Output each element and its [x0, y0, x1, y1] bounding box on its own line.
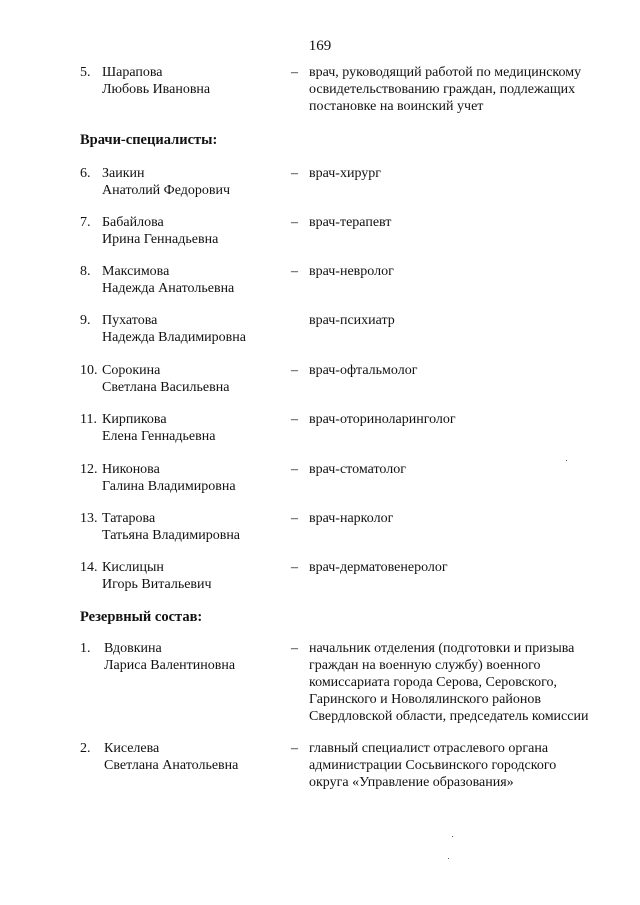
scan-speck	[566, 460, 567, 461]
member-surname: Вдовкина	[104, 641, 162, 656]
specialists-heading: Врачи-специалисты:	[80, 132, 218, 148]
member-given-names: Любовь Ивановна	[102, 82, 211, 97]
entry-number: 12.	[80, 462, 98, 477]
entry-dash: –	[291, 511, 298, 526]
role-line: врач-невролог	[309, 264, 394, 279]
entry-dash: –	[291, 215, 298, 230]
entry-number: 13.	[80, 511, 98, 526]
member-role	[309, 263, 619, 280]
role-line: врач-офтальмолог	[309, 363, 418, 378]
member-surname: Сорокина	[102, 363, 161, 378]
member-surname: Кислицын	[102, 560, 164, 575]
member-role	[309, 559, 619, 576]
member-name	[102, 461, 282, 495]
member-given-names: Светлана Васильевна	[102, 380, 230, 395]
reserve-heading: Резервный состав:	[80, 609, 203, 625]
role-line: округа «Управление образования»	[309, 775, 514, 790]
member-surname: Пухатова	[102, 313, 158, 328]
member-given-names: Игорь Витальевич	[102, 577, 212, 592]
member-surname: Заикин	[102, 166, 145, 181]
member-name	[102, 510, 282, 544]
entry-dash: –	[291, 65, 298, 80]
role-line: начальник отделения (подготовки и призыва	[309, 641, 575, 656]
entry-number: 7.	[80, 215, 91, 230]
entry-dash: –	[291, 363, 298, 378]
entry-number: 5.	[80, 65, 91, 80]
member-given-names: Надежда Владимировна	[102, 330, 246, 345]
member-surname: Бабайлова	[102, 215, 164, 230]
role-line: Гаринского и Новолялинского районов	[309, 692, 541, 707]
member-given-names: Лариса Валентиновна	[104, 658, 236, 673]
member-role	[309, 64, 619, 115]
role-line: врач-стоматолог	[309, 462, 406, 477]
role-line: администрации Сосьвинского городского	[309, 758, 557, 773]
member-surname: Киселева	[104, 741, 160, 756]
role-line: врач-психиатр	[309, 313, 395, 328]
member-name	[104, 640, 284, 674]
member-name	[104, 740, 284, 774]
member-role	[309, 510, 619, 527]
role-line: комиссариата города Серова, Серовского,	[309, 675, 557, 690]
member-surname: Максимова	[102, 264, 170, 279]
member-surname: Шарапова	[102, 65, 163, 80]
role-line: главный специалист отраслевого органа	[309, 741, 549, 756]
member-given-names: Анатолий Федорович	[102, 183, 231, 198]
member-given-names: Галина Владимировна	[102, 479, 236, 494]
member-name	[102, 165, 282, 199]
role-line: граждан на военную службу) военного	[309, 658, 541, 673]
scan-speck	[452, 836, 453, 837]
role-line: Свердловской области, председатель комиссии	[309, 709, 589, 724]
entry-dash: –	[291, 166, 298, 181]
entry-number: 2.	[80, 741, 91, 756]
entry-dash: –	[291, 412, 298, 427]
entry-number: 6.	[80, 166, 91, 181]
member-name	[102, 214, 282, 248]
role-line: постановке на воинский учет	[309, 99, 484, 114]
member-name	[102, 559, 282, 593]
entry-number: 8.	[80, 264, 91, 279]
member-name	[102, 64, 282, 98]
member-role	[309, 740, 619, 791]
entry-number: 14.	[80, 560, 98, 575]
member-surname: Татарова	[102, 511, 156, 526]
role-line: врач-терапевт	[309, 215, 392, 230]
member-role	[309, 461, 619, 478]
scan-speck	[448, 858, 449, 859]
role-line: врач-нарколог	[309, 511, 394, 526]
member-given-names: Надежда Анатольевна	[102, 281, 235, 296]
role-line: врач-хирург	[309, 166, 382, 181]
entry-dash: –	[291, 264, 298, 279]
member-name	[102, 263, 282, 297]
member-name	[102, 362, 282, 396]
entry-dash: –	[291, 641, 298, 656]
role-line: врач, руководящий работой по медицинскому	[309, 65, 582, 80]
role-line: освидетельствованию граждан, подлежащих	[309, 82, 576, 97]
member-role	[309, 165, 619, 182]
member-surname: Никонова	[102, 462, 160, 477]
entry-dash: –	[291, 462, 298, 477]
entry-dash: –	[291, 560, 298, 575]
role-line: врач-дерматовенеролог	[309, 560, 448, 575]
member-role	[309, 362, 619, 379]
member-name	[102, 312, 282, 346]
role-line: врач-оториноларинголог	[309, 412, 456, 427]
member-given-names: Светлана Анатольевна	[104, 758, 239, 773]
member-surname: Кирпикова	[102, 412, 167, 427]
member-role	[309, 214, 619, 231]
page-number: 169	[308, 38, 332, 54]
entry-number: 9.	[80, 313, 91, 328]
member-role	[309, 640, 619, 725]
member-given-names: Ирина Геннадьевна	[102, 232, 219, 247]
entry-dash: –	[291, 741, 298, 756]
member-given-names: Татьяна Владимировна	[102, 528, 241, 543]
member-role	[309, 312, 619, 329]
member-name	[102, 411, 282, 445]
member-role	[309, 411, 619, 428]
entry-number: 1.	[80, 641, 91, 656]
entry-number: 10.	[80, 363, 98, 378]
member-given-names: Елена Геннадьевна	[102, 429, 216, 444]
entry-number: 11.	[80, 412, 97, 427]
